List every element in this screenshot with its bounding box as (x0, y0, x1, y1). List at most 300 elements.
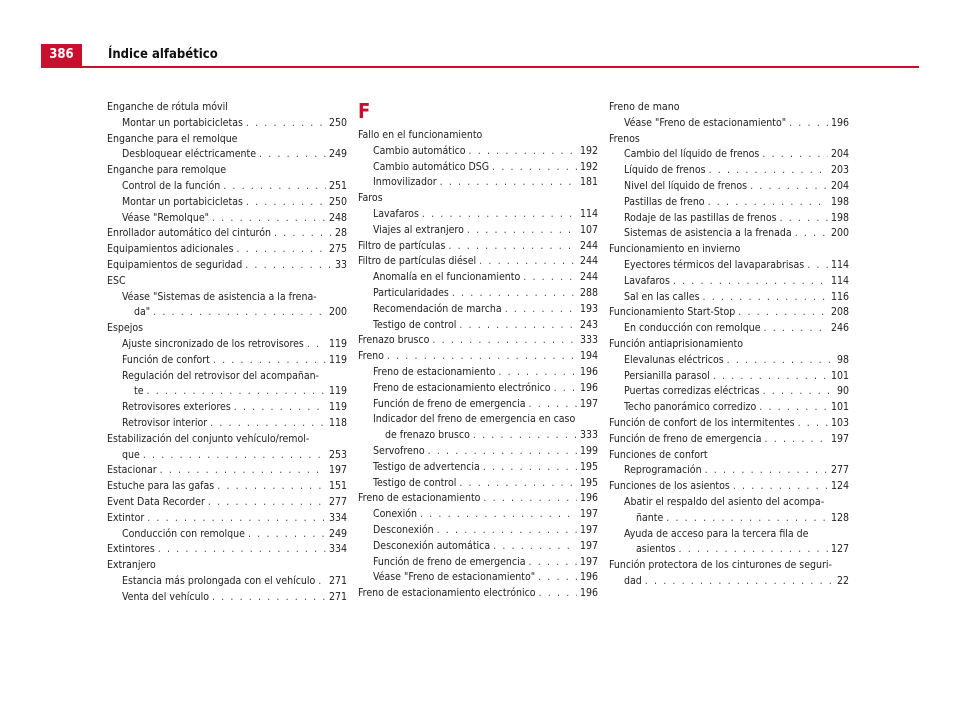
dot-leader (147, 384, 326, 400)
dot-leader (473, 428, 577, 444)
index-entry (107, 179, 347, 195)
index-entry-page: 196 (830, 116, 849, 129)
index-entry (358, 144, 598, 160)
dot-leader (492, 160, 577, 176)
dot-leader (523, 270, 577, 286)
index-entry-page: 198 (830, 211, 849, 224)
index-entry-term: Funciones de los asientos (609, 480, 730, 493)
index-entry-term: Montar un portabicicletas (122, 195, 243, 208)
index-entry-term: Recomendación de marcha (373, 302, 502, 315)
index-entry (358, 397, 598, 413)
index-entry-page: 203 (830, 164, 849, 177)
index-entry (107, 163, 347, 179)
dot-leader (727, 353, 834, 369)
index-entry-page: 116 (830, 290, 849, 303)
index-entry-term: Líquido de frenos (624, 164, 706, 177)
index-entry-term: Funcionamiento Start-Stop (609, 306, 736, 319)
index-entry (358, 507, 598, 523)
dot-leader (505, 302, 577, 318)
dot-leader (147, 511, 326, 527)
dot-leader (705, 463, 828, 479)
index-entry-page: 197 (579, 539, 598, 552)
index-entry (358, 412, 598, 428)
dot-leader (210, 416, 326, 432)
page-number: 386 (41, 44, 82, 66)
index-entry (107, 116, 347, 132)
dot-leader (160, 463, 326, 479)
index-entry-page: 199 (579, 444, 598, 457)
index-entry-term: Desconexión (373, 523, 434, 536)
index-entry-page: 204 (830, 179, 849, 192)
index-entry-term: Persianilla parasol (624, 369, 710, 382)
index-entry-page: 196 (579, 492, 598, 505)
index-entry-page: 196 (579, 587, 598, 600)
index-entry-term: Enganche para remolque (107, 164, 227, 177)
dot-leader (750, 179, 828, 195)
index-entry (107, 384, 347, 400)
index-entry-term: En conducción con remolque (624, 322, 761, 335)
index-entry-page: 196 (579, 365, 598, 378)
index-entry-term: Extintor (107, 511, 145, 524)
index-entry-term: Función de confort (122, 353, 210, 366)
index-entry (609, 195, 849, 211)
index-entry-term: Event Data Recorder (107, 495, 205, 508)
index-entry-page: 197 (579, 397, 598, 410)
dot-leader (459, 476, 577, 492)
index-entry-page: 196 (579, 381, 598, 394)
index-entry (107, 448, 347, 464)
index-entry-term: Techo panorámico corredizo (624, 401, 757, 414)
index-entry-term: Frenazo brusco (358, 334, 430, 347)
index-entry (609, 258, 849, 274)
dot-leader (529, 397, 577, 413)
index-entry-term: Control de la función (122, 179, 221, 192)
dot-leader (234, 400, 326, 416)
index-entry (609, 211, 849, 227)
index-entry-term: Enganche de rótula móvil (107, 101, 228, 113)
dot-leader (703, 290, 828, 306)
dot-leader (762, 147, 828, 163)
index-entry-page: 98 (836, 353, 849, 366)
index-entry (609, 353, 849, 369)
index-entry-term: Conducción con remolque (122, 527, 245, 540)
index-entry-term: Montar un portabicicletas (122, 116, 243, 129)
index-entry-term: Lavafaros (624, 274, 670, 287)
index-entry-term: Particularidades (373, 286, 449, 299)
dot-leader (673, 274, 828, 290)
index-entry (107, 147, 347, 163)
index-entry-page: 114 (579, 207, 598, 220)
page-title: Índice alfabético (108, 47, 218, 62)
index-entry-term: Reprogramación (624, 464, 702, 477)
section-letter: F (358, 99, 371, 123)
index-entry (107, 337, 347, 353)
index-entry-page: 124 (830, 480, 849, 493)
index-entry-page: 271 (328, 590, 347, 603)
index-entry-page: 271 (328, 574, 347, 587)
index-entry-page: 204 (830, 148, 849, 161)
index-entry (358, 555, 598, 571)
dot-leader (212, 590, 326, 606)
dot-leader (387, 349, 577, 365)
index-entry-term: Lavafaros (373, 207, 419, 220)
index-entry (358, 223, 598, 239)
index-entry (609, 495, 849, 511)
dot-leader (645, 574, 834, 590)
index-column-2 (358, 128, 598, 602)
index-entry (358, 191, 598, 207)
dot-leader (307, 337, 326, 353)
index-entry-page: 251 (328, 179, 347, 192)
index-entry (107, 574, 347, 590)
index-entry-term: dad (624, 574, 642, 587)
dot-leader (709, 163, 828, 179)
index-entry-page: 118 (328, 416, 347, 429)
index-entry (609, 369, 849, 385)
index-entry-page: 197 (830, 432, 849, 445)
index-entry (358, 460, 598, 476)
dot-leader (448, 239, 577, 255)
index-entry-term: Enganche para el remolque (107, 132, 238, 145)
index-entry (107, 463, 347, 479)
dot-leader (733, 479, 828, 495)
index-entry (107, 369, 347, 385)
index-entry (107, 305, 347, 321)
index-entry (609, 100, 849, 116)
index-entry (358, 239, 598, 255)
index-entry-term: te (134, 385, 144, 398)
index-entry (609, 527, 849, 543)
dot-leader (679, 542, 828, 558)
index-entry (358, 381, 598, 397)
index-entry-term: Freno de estacionamiento (358, 492, 481, 505)
dot-leader (223, 179, 326, 195)
index-entry-term: Nivel del líquido de frenos (624, 179, 748, 192)
index-entry (107, 479, 347, 495)
index-entry (358, 333, 598, 349)
dot-leader (666, 511, 828, 527)
index-entry (609, 290, 849, 306)
dot-leader (259, 147, 326, 163)
index-entry-term: Retrovisor interior (122, 416, 208, 429)
index-entry-term: Función de freno de emergencia (373, 397, 526, 410)
index-entry-page: 334 (328, 543, 347, 556)
index-entry (358, 428, 598, 444)
index-entry-term: Extintores (107, 543, 155, 556)
index-entry (609, 116, 849, 132)
index-entry-page: 22 (836, 574, 849, 587)
index-entry-page: 192 (579, 160, 598, 173)
index-entry-term: Función de confort de los intermitentes (609, 416, 795, 429)
index-entry-page: 197 (579, 523, 598, 536)
index-entry-term: Estuche para las gafas (107, 480, 215, 493)
index-entry (107, 132, 347, 148)
index-entry-page: 127 (830, 543, 849, 556)
index-entry (107, 416, 347, 432)
dot-leader (764, 321, 828, 337)
index-entry-term: Servofreno (373, 444, 425, 457)
index-entry (107, 226, 347, 242)
index-entry-term: Freno de estacionamiento (373, 365, 496, 378)
dot-leader (795, 226, 828, 242)
index-entry-term: Sal en las calles (624, 290, 700, 303)
index-entry-term: Equipamientos adicionales (107, 243, 234, 256)
index-entry (107, 400, 347, 416)
index-entry-term: Cambio del líquido de frenos (624, 148, 760, 161)
dot-leader (529, 555, 577, 571)
index-entry-page: 250 (328, 195, 347, 208)
index-entry-term: Faros (358, 192, 383, 205)
index-entry-page: 244 (579, 239, 598, 252)
index-entry-page: 196 (579, 571, 598, 584)
dot-leader (432, 333, 577, 349)
index-entry-page: 277 (328, 495, 347, 508)
dot-leader (738, 305, 828, 321)
index-entry-term: Sistemas de asistencia a la frenada (624, 227, 792, 240)
index-entry (358, 318, 598, 334)
index-entry (609, 305, 849, 321)
index-entry-page: 151 (328, 480, 347, 493)
index-entry-term: Desbloquear eléctricamente (122, 148, 257, 161)
index-entry (107, 242, 347, 258)
index-entry-page: 28 (334, 227, 347, 240)
index-entry-term: Filtro de partículas (358, 239, 446, 252)
index-entry (107, 558, 347, 574)
dot-leader (498, 365, 577, 381)
index-entry-term: Rodaje de las pastillas de frenos (624, 211, 777, 224)
index-entry-term: Estancia más prolongada con el vehículo (122, 574, 316, 587)
index-entry-term: Filtro de partículas diésel (358, 255, 477, 268)
index-entry-term: que (122, 448, 140, 461)
index-entry (609, 321, 849, 337)
index-entry (609, 163, 849, 179)
index-entry-term: Véase "Sistemas de asistencia a la frena- (122, 290, 317, 303)
dot-leader (789, 116, 828, 132)
dot-leader (208, 495, 326, 511)
index-entry-term: Desconexión automática (373, 539, 491, 552)
index-entry-page: 128 (830, 511, 849, 524)
dot-leader (483, 460, 577, 476)
header-divider (41, 66, 919, 68)
dot-leader (158, 542, 326, 558)
index-entry-term: Espejos (107, 322, 144, 335)
index-entry-page: 197 (579, 555, 598, 568)
index-entry (609, 337, 849, 353)
index-entry-term: Freno de mano (609, 101, 680, 113)
index-entry-page: 114 (830, 274, 849, 287)
index-entry-term: Equipamientos de seguridad (107, 258, 243, 271)
index-entry (609, 384, 849, 400)
index-entry-page: 192 (579, 144, 598, 157)
index-entry (107, 274, 347, 290)
index-entry-term: Extranjero (107, 559, 156, 572)
index-entry (609, 226, 849, 242)
index-entry-term: Anomalía en el funcionamiento (373, 271, 521, 284)
index-entry (609, 242, 849, 258)
index-entry (609, 179, 849, 195)
index-entry (107, 542, 347, 558)
index-entry-page: 198 (830, 195, 849, 208)
index-entry-page: 119 (328, 353, 347, 366)
index-entry-page: 250 (328, 116, 347, 129)
dot-leader (274, 226, 332, 242)
index-entry-term: Freno (358, 350, 384, 363)
index-entry (609, 274, 849, 290)
index-entry (358, 570, 598, 586)
dot-leader (493, 539, 577, 555)
index-entry-page: 181 (579, 176, 598, 189)
index-entry-term: Funcionamiento en invierno (609, 243, 741, 256)
index-entry-page: 114 (830, 258, 849, 271)
index-entry-term: Pastillas de freno (624, 195, 705, 208)
dot-leader (245, 258, 332, 274)
index-entry (358, 175, 598, 191)
index-entry (609, 511, 849, 527)
index-entry (609, 542, 849, 558)
dot-leader (469, 144, 577, 160)
dot-leader (459, 318, 577, 334)
index-entry-term: de frenazo brusco (385, 429, 470, 442)
index-entry-term: Véase "Remolque" (122, 211, 209, 224)
index-entry (107, 258, 347, 274)
index-entry-page: 101 (830, 401, 849, 414)
dot-leader (213, 353, 326, 369)
index-entry-term: Venta del vehículo (122, 590, 209, 603)
index-entry (609, 400, 849, 416)
dot-leader (765, 432, 828, 448)
index-entry (609, 463, 849, 479)
index-entry (609, 479, 849, 495)
index-entry-term: Puertas corredizas eléctricas (624, 385, 760, 398)
dot-leader (422, 207, 577, 223)
index-entry-page: 200 (328, 306, 347, 319)
index-entry-term: Estabilización del conjunto vehículo/remol- (107, 432, 310, 445)
index-entry (358, 523, 598, 539)
index-entry-page: 193 (579, 302, 598, 315)
index-entry (609, 147, 849, 163)
index-entry (358, 160, 598, 176)
index-entry-page: 249 (328, 527, 347, 540)
index-entry-page: 275 (328, 243, 347, 256)
index-entry-page: 334 (328, 511, 347, 524)
index-entry (358, 270, 598, 286)
index-entry (358, 476, 598, 492)
index-entry-term: Funciones de confort (609, 448, 708, 461)
dot-leader (153, 305, 326, 321)
index-entry-page: 101 (830, 369, 849, 382)
index-entry-term: Testigo de control (373, 476, 457, 489)
index-entry-page: 119 (328, 337, 347, 350)
index-column-1 (107, 100, 347, 606)
dot-leader (807, 258, 828, 274)
index-entry-page: 249 (328, 148, 347, 161)
index-entry (358, 365, 598, 381)
index-entry-page: 253 (328, 448, 347, 461)
dot-leader (708, 195, 828, 211)
dot-leader (246, 195, 326, 211)
index-entry-term: Inmovilizador (373, 176, 437, 189)
dot-leader (420, 507, 577, 523)
index-entry (107, 590, 347, 606)
index-entry (107, 100, 347, 116)
index-entry-page: 195 (579, 476, 598, 489)
index-entry (358, 286, 598, 302)
index-entry (358, 254, 598, 270)
index-entry (107, 527, 347, 543)
index-entry (107, 195, 347, 211)
dot-leader (759, 400, 828, 416)
index-entry-term: asientos (636, 543, 676, 556)
dot-leader (467, 223, 577, 239)
index-entry-term: Fallo en el funcionamiento (358, 129, 483, 141)
index-entry-page: 90 (836, 385, 849, 398)
index-entry-term: Función protectora de los cinturones de seguri- (609, 559, 832, 572)
dot-leader (248, 527, 326, 543)
index-entry-term: Véase "Freno de estacionamiento" (624, 116, 787, 129)
index-entry-term: Retrovisores exteriores (122, 401, 231, 414)
dot-leader (538, 570, 577, 586)
index-entry-page: 107 (579, 223, 598, 236)
index-entry-term: Elevalunas eléctricos (624, 353, 724, 366)
index-entry-term: Freno de estacionamiento electrónico (373, 381, 551, 394)
index-entry (609, 416, 849, 432)
index-entry-page: 33 (334, 258, 347, 271)
index-entry-term: Véase "Freno de estacionamiento" (373, 571, 536, 584)
index-entry (358, 491, 598, 507)
dot-leader (483, 491, 577, 507)
index-entry (609, 132, 849, 148)
index-entry-term: Regulación del retrovisor del acompañan- (122, 369, 320, 382)
index-entry-term: Abatir el respaldo del asiento del acompa- (624, 495, 825, 508)
index-entry-page: 208 (830, 306, 849, 319)
index-entry (609, 432, 849, 448)
index-entry (358, 586, 598, 602)
index-entry-term: Enrollador automático del cinturón (107, 227, 271, 240)
dot-leader (428, 444, 577, 460)
index-entry-term: Estacionar (107, 464, 157, 477)
index-entry (358, 302, 598, 318)
index-entry-term: Función antiaprisionamiento (609, 337, 744, 350)
index-entry-term: Ayuda de acceso para la tercera fila de (624, 527, 809, 540)
index-entry-term: Testigo de advertencia (373, 460, 480, 473)
dot-leader (479, 254, 577, 270)
index-entry-term: ñante (636, 511, 664, 524)
index-entry (358, 539, 598, 555)
index-entry-page: 119 (328, 401, 347, 414)
index-entry-page: 248 (328, 211, 347, 224)
dot-leader (318, 574, 326, 590)
index-entry (358, 128, 598, 144)
dot-leader (539, 586, 577, 602)
index-entry-page: 197 (328, 464, 347, 477)
index-entry-page: 277 (830, 464, 849, 477)
index-entry-term: Conexión (373, 508, 417, 521)
index-entry (358, 349, 598, 365)
index-entry-page: 103 (830, 416, 849, 429)
dot-leader (143, 448, 326, 464)
dot-leader (763, 384, 834, 400)
dot-leader (780, 211, 828, 227)
index-entry-term: Cambio automático DSG (373, 160, 490, 173)
index-entry-page: 197 (579, 508, 598, 521)
index-entry-term: Viajes al extranjero (373, 223, 464, 236)
index-entry-term: Testigo de control (373, 318, 457, 331)
index-entry (107, 511, 347, 527)
index-entry-page: 195 (579, 460, 598, 473)
index-entry (107, 321, 347, 337)
index-entry (107, 353, 347, 369)
dot-leader (554, 381, 577, 397)
